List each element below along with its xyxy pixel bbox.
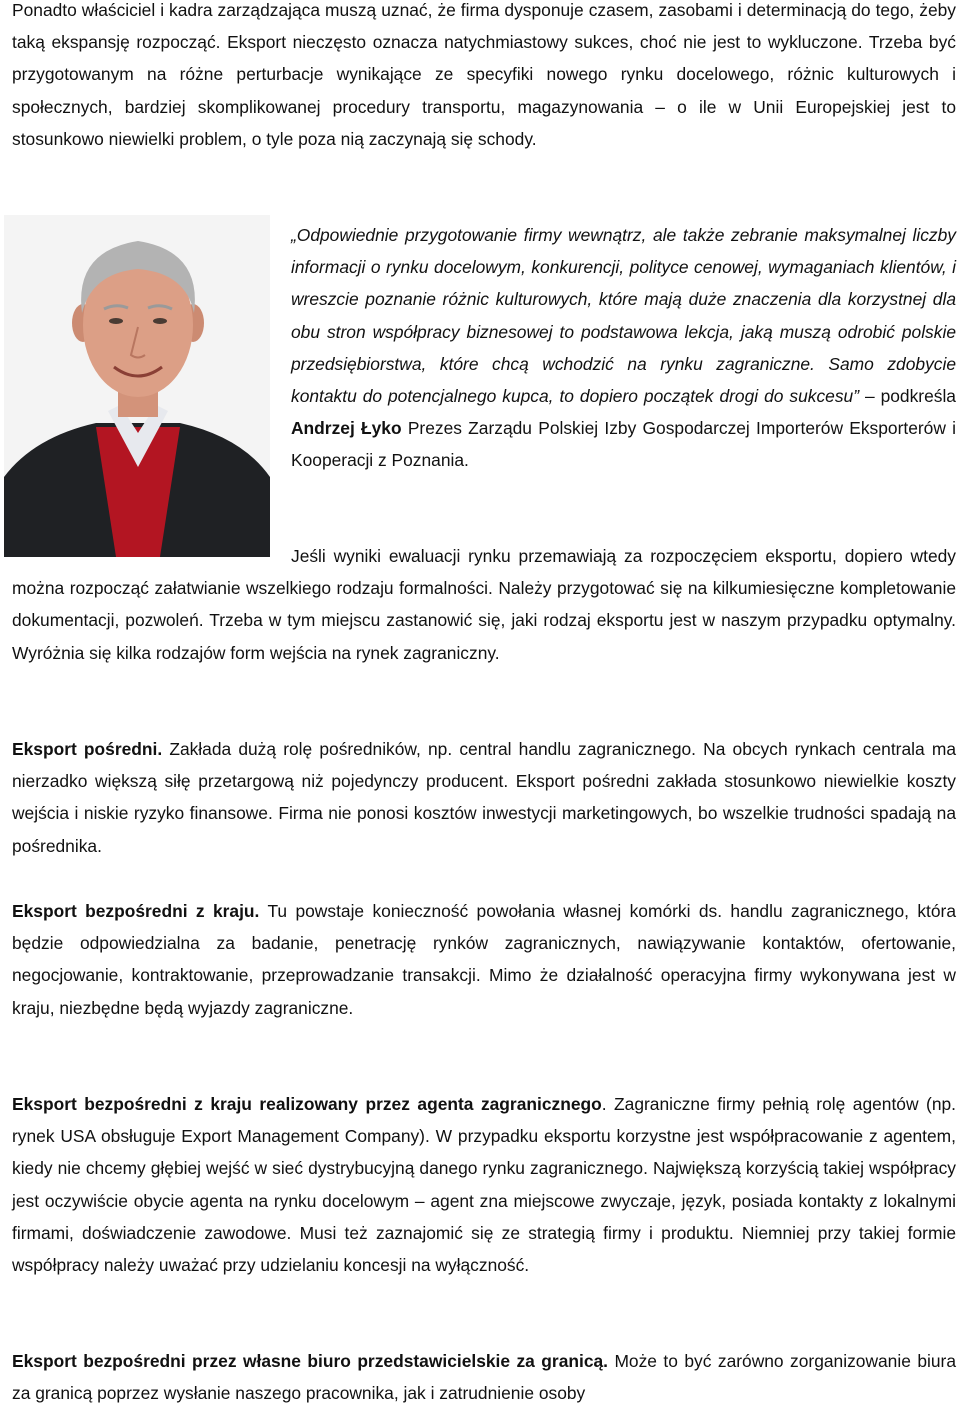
section-body: Zakłada dużą rolę pośredników, np. central handlu zagranicznego. Na obcych rynkach centrala ma nierzadko większą siłę przetargową niż pojedynczy producent. Eksport pośredni zakłada stosunkowo niewielkie koszty wejścia i niskie ryzyko finansowe. Firma nie ponosi kosztów inwestycji marketingowych, bo wszelkie trudności spadają na pośrednika. <box>12 739 956 856</box>
quote-paragraph <box>291 219 956 477</box>
quote-text: „Odpowiednie przygotowanie firmy wewnątrz, ale także zebranie maksymalnej liczby informacji o rynku docelowym, konkurencji, polityce cenowej, wymaganiach klientów, i wreszcie poznanie różnic kulturowych, które mają duże znaczenia dla korzystnej dla obu stron współpracy biznesowej to podstawowa lekcja, jaką muszą odrobić polskie przedsiębiorstwa, które chcą wchodzić na rynku zagraniczne. Samo zdobycie kontaktu do potencjalnego kupca, to dopiero początek drogi do sukcesu” <box>291 225 956 407</box>
section-body: . Zagraniczne firmy pełnią rolę agentów (np. rynek USA obsługuje Export Management Company). W przypadku eksportu korzystne jest współpracowanie z agentem, kiedy nie chcemy głębiej wejść w sieć dystrybucyjną danego rynku zagranicznego. Największą korzyścią takiej współpracy jest oczywiście obycie agenta na rynku docelowym – agent zna miejscowe zwyczaje, język, posiada kontakty z lokalnymi firmami, doświadczenie zawodowe. Musi też zaznajomić się ze strategią firmy i produktu. Niemniej przy takiej formie współpracy należy uważać przy udzielaniu koncesji na wyłączność. <box>12 1094 956 1276</box>
portrait-photo <box>4 215 270 557</box>
section-heading: Eksport bezpośredni przez własne biuro przedstawicielskie za granicą. <box>12 1351 608 1371</box>
section-heading: Eksport pośredni. <box>12 739 163 759</box>
quote-author-name: Andrzej Łyko <box>291 418 402 439</box>
intro-paragraph: Ponadto właściciel i kadra zarządzająca muszą uznać, że firma dysponuje czasem, zasobami i determinacją do tego, żeby taką ekspansję rozpocząć. Eksport nieczęsto oznacza natychmiastowy sukces, choć nie jest to wykluczone. Trzeba być przygotowanym na różne perturbacje wynikające ze specyfiki nowego rynku docelowego, różnic kulturowych i społecznych, bardziej skomplikowanej procedury transportu, magazynowania – o ile w Unii Europejskiej jest to stosunkowo niewielki problem, o tyle poza nią zaczynają się schody. <box>12 0 956 149</box>
section-direct-export-office <box>12 1345 956 1409</box>
section-direct-export-agent <box>12 1088 956 1281</box>
paragraph-market-evaluation: Jeśli wyniki ewaluacji rynku przemawiają za rozpoczęciem eksportu, dopiero wtedy można rozpocząć załatwianie wszelkiego rodzaju formalności. Należy przygotować się na kilkumiesięczne kompletowanie dokumentacji, pozwoleń. Trzeba w tym miejscu zastanowić się, jaki rodzaj eksportu jest w naszym przypadku optymalny. Wyróżnia się kilka rodzajów form wejścia na rynek zagraniczny. <box>12 546 956 663</box>
quote-author-title: Prezes Zarządu Polskiej Izby Gospodarczej Importerów Eksporterów i Kooperacji z Poznania. <box>291 418 956 471</box>
section-indirect-export <box>12 733 956 862</box>
section-body: Tu powstaje konieczność powołania własnej komórki ds. handlu zagranicznego, która będzie odpowiedzialna za badanie, penetrację rynków zagranicznych, nawiązywanie kontaktów, ofertowanie, negocjowanie, kontraktowanie, przeprowadzanie transakcji. Mimo że działalność operacyjna firmy wykonywana jest w kraju, niezbędne będą wyjazdy zagraniczne. <box>12 901 956 1018</box>
section-heading: Eksport bezpośredni z kraju. <box>12 901 260 921</box>
section-direct-export-home <box>12 895 956 1024</box>
section-heading: Eksport bezpośredni z kraju realizowany przez agenta zagranicznego <box>12 1094 602 1114</box>
section-body: Może to być zarówno zorganizowanie biura za granicą poprzez wysłanie naszego pracownika, jak i zatrudnienie osoby <box>12 1351 957 1404</box>
quote-attribution-lead: – podkreśla <box>858 386 956 407</box>
